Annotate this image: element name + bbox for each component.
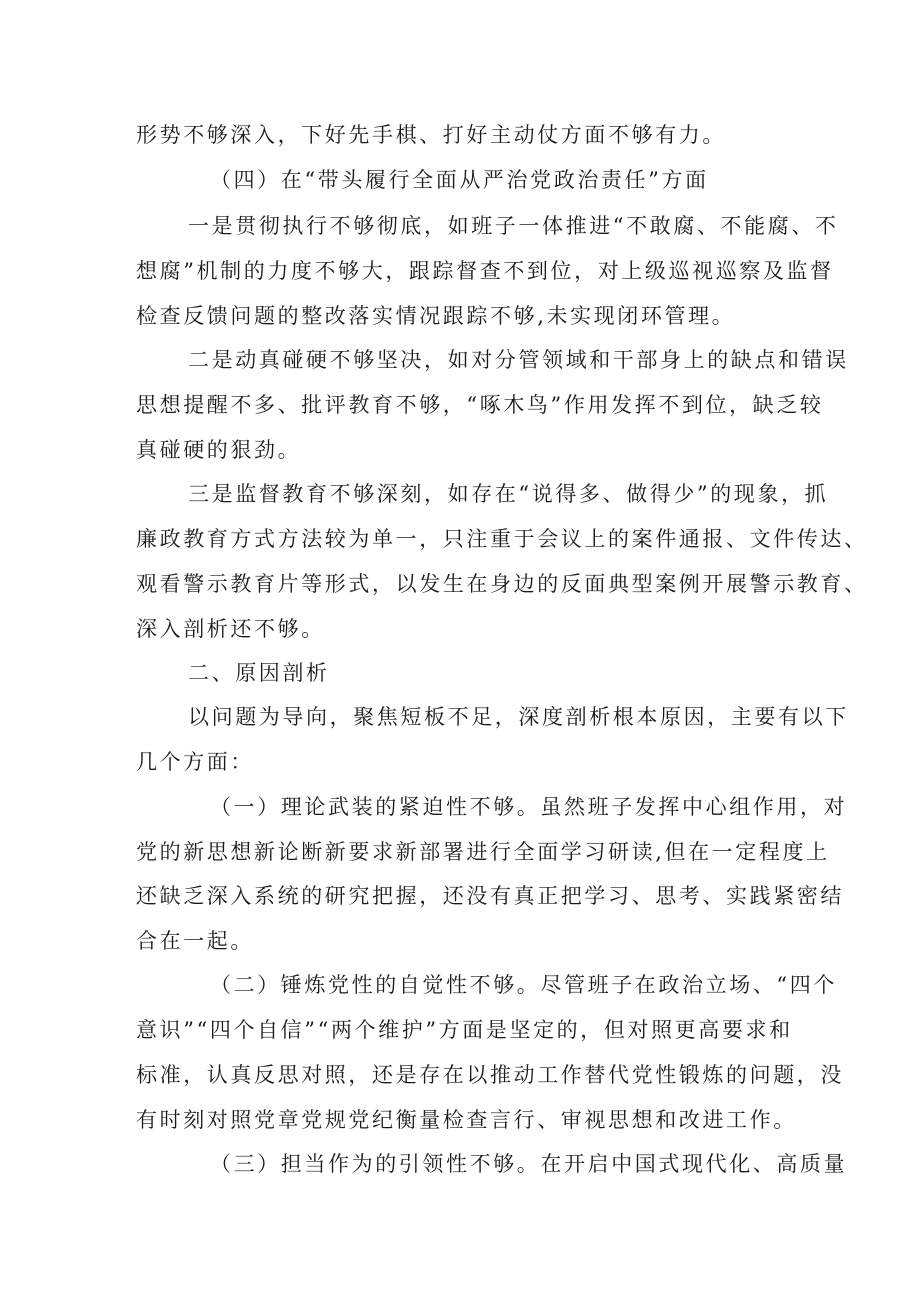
- text-line-16: （一）理论武装的紧迫性不够。虽然班子发挥中心组作用，对: [210, 795, 848, 819]
- text-line-12: 深入剖析还不够。: [136, 617, 325, 641]
- text-line-22: 标准，认真反思对照，还是存在以推动工作替代党性锻炼的问题，没: [136, 1063, 844, 1087]
- text-line-18: 还缺乏深入系统的研究把握，还没有真正把学习、思考、实践紧密结: [136, 884, 844, 908]
- text-line-19: 合在一起。: [136, 929, 254, 953]
- text-line-9: 三是监督教育不够深刻，如存在“说得多、做得少”的现象，抓: [188, 482, 829, 506]
- text-line-6: 二是动真碰硬不够坚决，如对分管领域和干部身上的缺点和错误: [188, 348, 849, 372]
- text-line-3: 一是贯彻执行不够彻底，如班子一体推进“不敢腐、不能腐、不: [188, 214, 839, 238]
- text-line-24: （三）担当作为的引领性不够。在开启中国式现代化、高质量: [210, 1152, 848, 1176]
- text-line-10: 廉政教育方式方法较为单一，只注重于会议上的案件通报、文件传达、: [136, 527, 868, 551]
- section-heading-2: 二、原因剖析: [188, 661, 330, 685]
- text-line-11: 观看警示教育片等形式，以发生在身边的反面典型案例开展警示教育、: [136, 572, 868, 596]
- text-line-17: 党的新思想新论断新要求新部署进行全面学习研读,但在一定程度上: [136, 840, 830, 864]
- text-line-20: （二）锤炼党性的自觉性不够。尽管班子在政治立场、“四个: [210, 973, 837, 997]
- text-line-14: 以问题为导向，聚焦短板不足，深度剖析根本原因，主要有以下: [188, 705, 849, 729]
- text-line-7: 思想提醒不多、批评教育不够，“啄木鸟”作用发挥不到位，缺乏较: [136, 393, 824, 417]
- text-line-21: 意识”“四个自信”“两个维护”方面是坚定的，但对照更高要求和: [136, 1018, 793, 1042]
- text-line-4: 想腐”机制的力度不够大，跟踪督查不到位，对上级巡视巡察及监督: [136, 259, 834, 283]
- text-line-15: 几个方面：: [136, 750, 254, 774]
- text-line-1: 形势不够深入，下好先手棋、打好主动仗方面不够有力。: [136, 123, 726, 147]
- text-line-23: 有时刻对照党章党规党纪衡量检查言行、审视思想和改进工作。: [136, 1108, 797, 1132]
- section-heading-4: （四）在“带头履行全面从严治党政治责任”方面: [210, 168, 709, 192]
- text-line-8: 真碰硬的狠劲。: [136, 438, 302, 462]
- text-line-5: 检查反馈问题的整改落实情况跟踪不够,未实现闭环管理。: [136, 304, 736, 328]
